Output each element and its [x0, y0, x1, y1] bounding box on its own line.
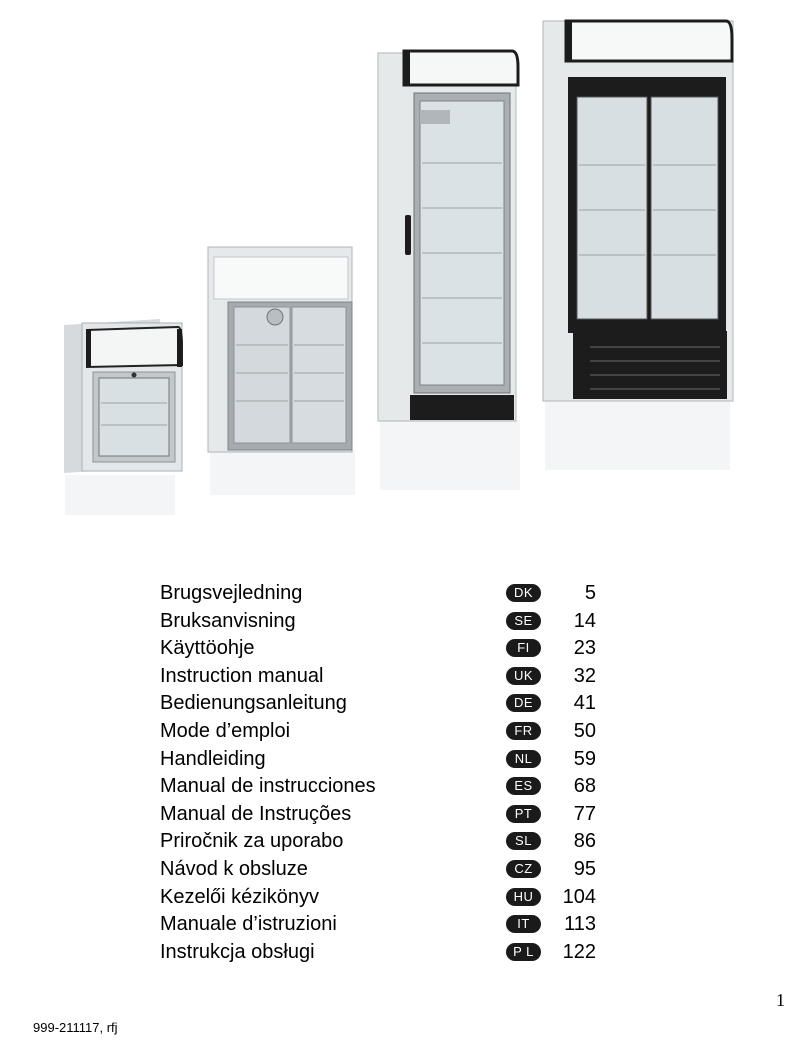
toc-row-es[interactable]	[160, 773, 600, 801]
toc-title: Käyttöohje	[160, 637, 255, 660]
toc-page-number: 95	[573, 857, 596, 880]
toc-title: Mode d’emploi	[160, 719, 291, 742]
toc-row-hu[interactable]	[160, 884, 600, 912]
toc-row-nl[interactable]	[160, 746, 600, 774]
language-badge: PT	[506, 805, 541, 823]
toc-page-number: 14	[573, 609, 596, 632]
document-code: 999-211117, rfj	[33, 1020, 118, 1035]
language-badge: FR	[506, 722, 541, 740]
toc-title: Manual de instrucciones	[160, 775, 376, 798]
toc-row-uk[interactable]	[160, 663, 600, 691]
toc-row-se[interactable]	[160, 608, 600, 636]
toc-page-number: 77	[573, 802, 596, 825]
language-index	[160, 580, 600, 963]
language-badge: SL	[506, 832, 541, 850]
toc-row-cz[interactable]	[160, 856, 600, 884]
single-door-upright-cooler	[378, 51, 518, 421]
double-sliding-door-upright-cooler	[543, 21, 733, 401]
toc-title: Priročnik za uporabo	[160, 830, 344, 853]
toc-page-number: 41	[573, 692, 596, 715]
language-badge: DK	[506, 584, 541, 602]
toc-page-number: 59	[573, 747, 596, 770]
toc-row-fr[interactable]	[160, 718, 600, 746]
language-badge: SE	[506, 612, 541, 630]
toc-row-pl[interactable]	[160, 939, 600, 963]
toc-page-number: 50	[573, 719, 596, 742]
language-badge: ES	[506, 777, 541, 795]
mini-countertop-cooler	[64, 319, 182, 473]
toc-page-number: 122	[562, 940, 596, 963]
language-badge: CZ	[506, 860, 541, 878]
toc-title: Kezelői kézikönyv	[160, 885, 319, 908]
language-badge: UK	[506, 667, 541, 685]
toc-title: Manual de Instruções	[160, 802, 352, 825]
toc-page-number: 86	[573, 830, 596, 853]
language-badge: NL	[506, 750, 541, 768]
language-badge: FI	[506, 639, 541, 657]
toc-title: Brugsvejledning	[160, 582, 303, 604]
toc-title: Instrukcja obsługi	[160, 940, 315, 963]
toc-page-number: 5	[584, 582, 596, 604]
toc-row-it[interactable]	[160, 911, 600, 939]
toc-row-sl[interactable]	[160, 828, 600, 856]
language-badge: P L	[506, 943, 541, 961]
toc-title: Návod k obsluze	[160, 857, 308, 880]
toc-page-number: 32	[573, 664, 596, 687]
toc-page-number: 68	[573, 775, 596, 798]
toc-row-dk[interactable]	[160, 580, 600, 608]
language-badge: IT	[506, 915, 541, 933]
toc-title: Handleiding	[160, 747, 266, 770]
page-number: 1	[776, 990, 785, 1010]
language-badge: HU	[506, 888, 541, 906]
toc-page-number: 104	[562, 885, 596, 908]
toc-row-fi[interactable]	[160, 635, 600, 663]
toc-page-number: 113	[564, 913, 596, 936]
toc-title: Bedienungsanleitung	[160, 692, 347, 715]
toc-page-number: 23	[573, 637, 596, 660]
toc-title: Manuale d’istruzioni	[160, 913, 337, 936]
language-badge: DE	[506, 694, 541, 712]
product-lineup-image	[20, 5, 790, 580]
countertop-sliding-door-cooler	[208, 247, 352, 452]
toc-row-pt[interactable]	[160, 801, 600, 829]
toc-title: Instruction manual	[160, 664, 324, 687]
toc-row-de[interactable]	[160, 690, 600, 718]
toc-title: Bruksanvisning	[160, 609, 296, 632]
